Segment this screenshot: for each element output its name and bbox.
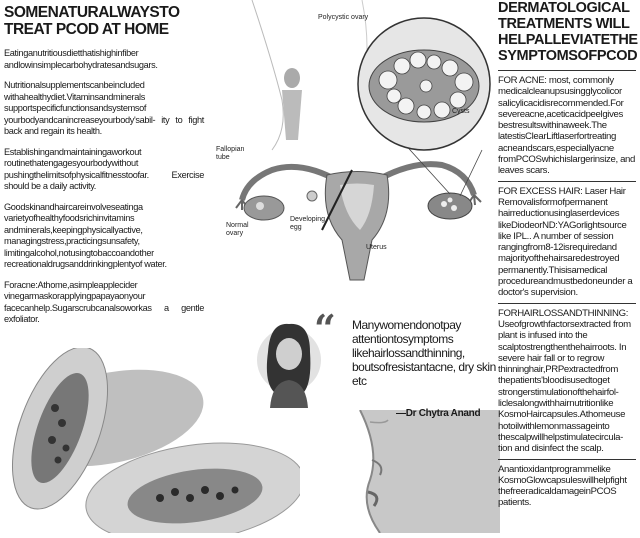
- label-normal-ovary: Normal ovary: [226, 222, 249, 237]
- paragraph-supplements: Nutritionalsupplementscanbeincluded withahealthydiet.Vitaminsandminerals supportspecificfunctionsandsystemsof yourbodyandcanincreaseyourbody'sabil- ity to fight back and regain its health.: [4, 80, 204, 136]
- pull-quote: [256, 306, 496, 419]
- left-article-column: [4, 4, 204, 335]
- paragraph-diet: Eatinganutritiousdietthatishighinfiber andlowinsimplecarbohydratesandsugars.: [4, 48, 158, 70]
- section-excess-hair: FOR EXCESS HAIR: Laser Hair Removalisformofpermanent hairreductionusinglaserdevices likeDiodeorND:YAGorlightsource like IPL.. A number of session rangingfrom8-12isrequiredand majorityofthehairsaredestroyed permanently.Thisisamedical procedureandmustbedoneunder a doctor's supervision.: [498, 185, 633, 299]
- section-antioxidant: Anantioxidantprogrammelike KosmoGlowcapsuleswillhelpfight thefreeradicaldamageinPCOS patients.: [498, 463, 627, 509]
- section-acne: FOR ACNE: most, commonly medicalcleanupsusingglycolicor salicylicacidisrecommended.For severeacne,aceticacidpeelgives bestresultswithinaweek.The latestisClearLiftlaserfortreating acneandscars,especiallyacne fromPCOSwhichislargerinsize, and leaves scars.: [498, 75, 636, 177]
- divider: [498, 459, 636, 460]
- quote-text: Manywomendonotpay attentiontosymptoms likehairlossandthinning, boutsofresistantacne, dry skin etc: [352, 318, 496, 388]
- left-headline: SOMENATURALWAYSTO TREAT PCOD AT HOME: [4, 4, 180, 38]
- quote-author: —Dr Chytra Anand: [396, 408, 481, 419]
- papaya-photo: [0, 348, 300, 533]
- paragraph-acne-home: Foracne:Athome,asimpleapplecider vinegarmaskorapplyingpapayaonyour facecanhelp.Sugarscrubcanalsoworkas a gentle exfoliator.: [4, 279, 204, 324]
- label-fallopian-tube: Fallopian tube: [216, 146, 245, 161]
- label-uterus: Uterus: [366, 244, 387, 251]
- divider: [498, 303, 636, 304]
- divider: [498, 181, 636, 182]
- label-cysts: Cysts: [452, 108, 470, 115]
- pcod-anatomy-diagram: [212, 0, 494, 300]
- quote-mark-icon: “: [314, 306, 336, 351]
- face-closeup-photo: [290, 410, 500, 533]
- right-article-column: [498, 0, 636, 509]
- paragraph-skin-hair-care: Goodskinandhaircareinvolveseatinga varietyofhealthyfoodsrichinvitamins andminerals,keepingphysicallyactive, managingstress,practicingsunsafety, limitingalcohol,notusingtobaccoandother recreationaldrugsanddrinkingplentyof water.: [4, 201, 167, 269]
- divider: [498, 70, 636, 71]
- uterus-illustration: [212, 0, 494, 300]
- doctor-portrait: [256, 312, 322, 408]
- right-headline: DERMATOLOGICAL TREATMENTS WILL HELPALLEVIATETHE SYMPTOMSOFPCOD: [498, 0, 638, 64]
- paragraph-workout: Establishingandmaintainingaworkout routinethatengagesyourbodywithout pushingthelimitsofphysicalfitnesstoofar. Exercise should be a daily activity.: [4, 146, 204, 191]
- label-polycystic-ovary: Polycystic ovary: [318, 14, 369, 21]
- section-hair-loss: FORHAIRLOSSANDTHINNING: Useofgrowthfactorsextracted from plant is infused into the scalptostrengthenthehairroots. In severe hair fall or to regrow thinninghair,PRPextractedfrom thepatients'bloodisusedtoget strongerstimulationofthehairfol- liclesalongwithhairnutritionlike KosmoHaircapsules.Athomeuse hotoilwithlemonmassageinto thescalpwillhelpstimulatecircula- tion and disinfect the scalp.: [498, 307, 631, 455]
- label-developing-egg: Developing egg: [290, 216, 326, 231]
